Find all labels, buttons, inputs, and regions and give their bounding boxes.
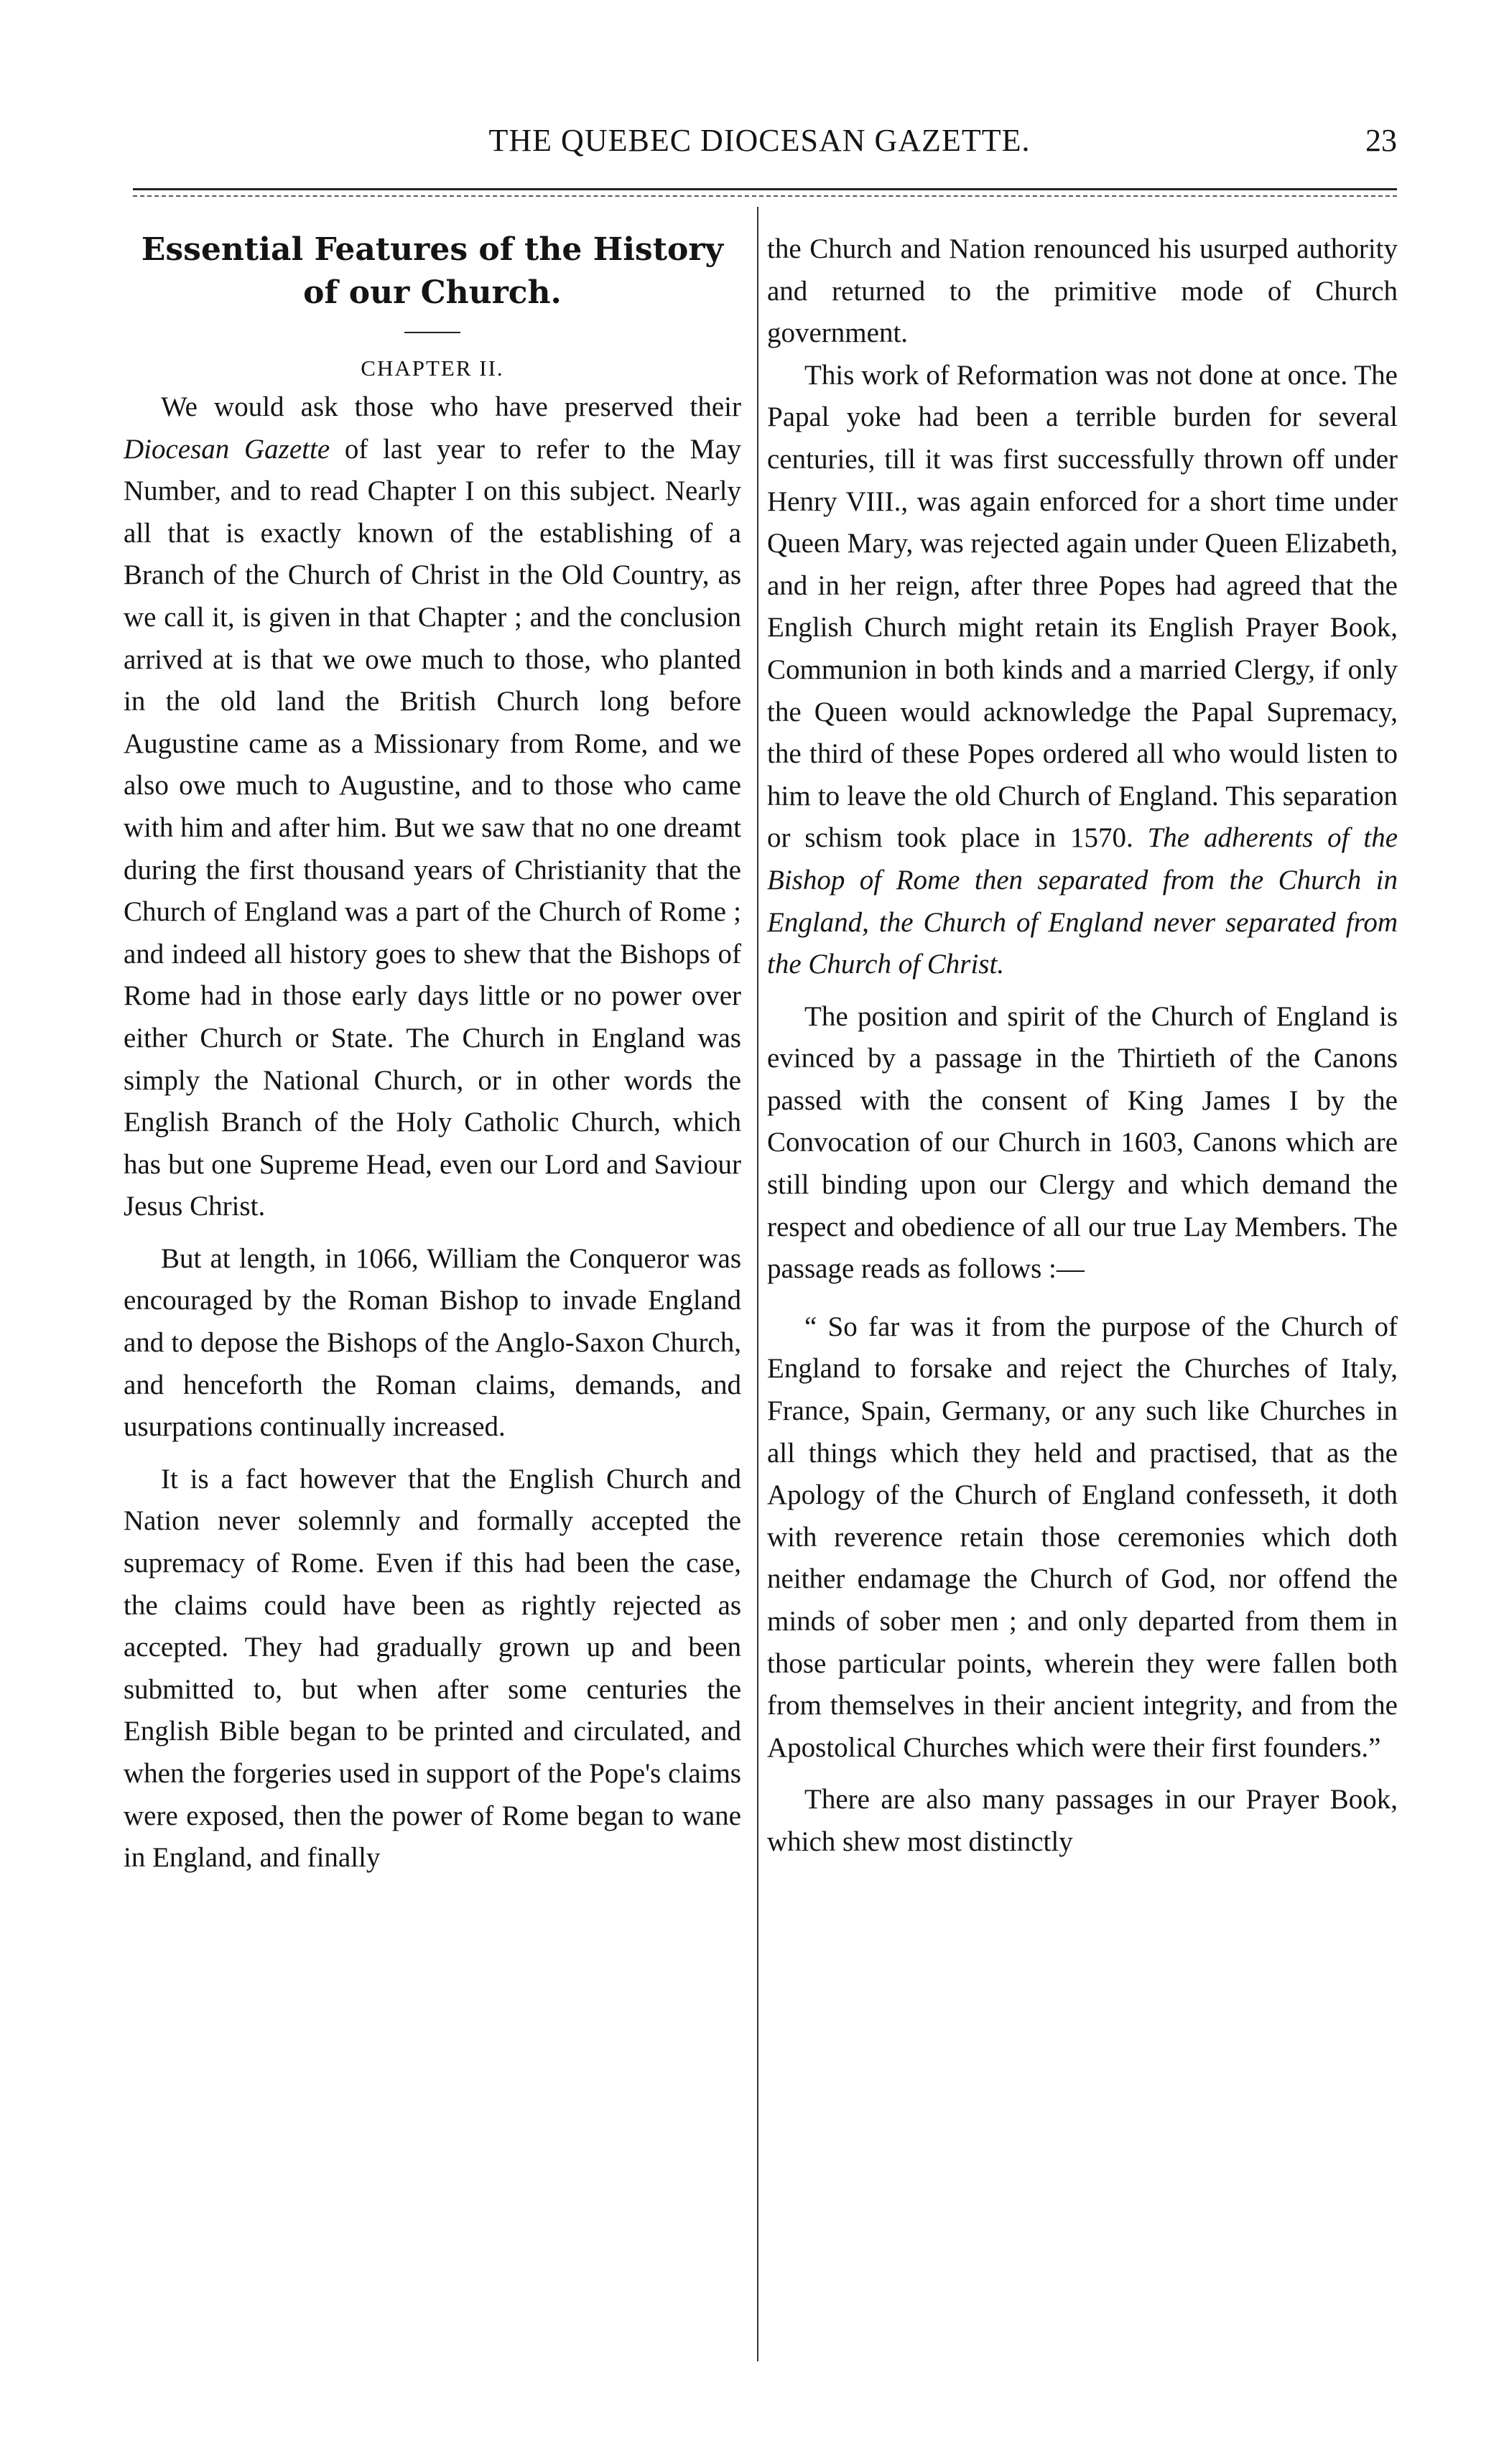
article-title-line2: of our Church.: [303, 274, 562, 311]
article-title-line1: Essential Features of the History: [141, 231, 724, 268]
paragraph-text: This work of Reformation was not done at once. The Papal yoke had been a terrible burden for several centuries, till it was first successfully thrown off under Henry VIII., was again enforced for a short time under Queen Mary, was rejected again under Queen Elizabeth, and in her reign, after three Popes had agreed that the English Church might retain its English Prayer Book, Communion in both kinds and a married Clergy, if only the Queen would acknowledge the Papal Supremacy, the third of these Popes ordered all who would listen to him to leave the old Church of England. This separation or schism took place in 1570.: [767, 359, 1398, 854]
paragraph: [124, 386, 741, 1228]
paragraph-text: We would ask those who have preserved their: [161, 391, 741, 422]
paragraph: It is a fact however that the English Church and Nation never solemnly and formally accepted the supremacy of Rome. Even if this had been the case, the claims could have been as rightly rejected as accepted. They had gradually grown up and been submitted to, but when after some centuries the English Bible began to be printed and circulated, and when the forgeries used in support of the Pope's claims were exposed, then the power of Rome began to wane in England, and finally: [124, 1463, 741, 1874]
page-header: [122, 122, 1397, 165]
paragraph: There are also many passages in our Prayer Book, which shew most distinctly: [767, 1784, 1398, 1857]
title-rule: [404, 332, 460, 333]
quoted-canon: “ So far was it from the purpose of the Church of England to forsake and reject the Churches of Italy, France, Spain, Germany, or any such like Churches in all things which they held and practised, that as the Apology of the Church of England confesseth, it doth with reverence retain those ceremonies which doth neither endamage the Church of God, nor offend the minds of sober men ; and only departed from them in those particular points, wherein they were fallen both from themselves in their ancient integrity, and from the Apostolical Churches which were their first founders.”: [767, 1311, 1398, 1763]
running-title: THE QUEBEC DIOCESAN GAZETTE.: [488, 123, 1031, 158]
header-rule-dashed: [133, 195, 1397, 197]
article-title: [124, 228, 741, 315]
paragraph: [767, 355, 1398, 986]
header-rule: [133, 188, 1397, 190]
right-column: [767, 228, 1398, 1864]
paragraph-italic: The adherents of the Bishop of Rome then separated from the Church in England, the Church of England never separated from the Church of Christ.: [767, 822, 1398, 980]
chapter-heading: CHAPTER II.: [361, 355, 504, 381]
column-divider: [757, 207, 758, 2361]
paragraph: The position and spirit of the Church of England is evinced by a passage in the Thirtieth of the Canons passed with the consent of King James I by the Convocation of our Church in 1603, Canons which are still binding upon our Clergy and which demand the respect and obedience of all our true Lay Members. The passage reads as follows :—: [767, 1000, 1398, 1285]
left-column: [124, 228, 741, 1879]
paragraph-text: of last year to refer to the May Number, and to read Chapter I on this subject. Nearly all that is exactly known of the establishing of a Branch of the Church of Christ in the Old Country, as we call it, is given in that Chapter ; and the conclusion arrived at is that we owe much to those, who planted in the old land the British Church long before Augustine came as a Missionary from Rome, and we also owe much to Augustine, and to those who came with him and after him. But we saw that no one dreamt during the first thousand years of Christianity that the Church of England was a part of the Church of Rome ; and indeed all history goes to shew that the Bishops of Rome had in those early days little or no power over either Church or State. The Church in England was simply the National Church, or in other words the English Branch of the Holy Catholic Church, which has but one Supreme Head, even our Lord and Saviour Jesus Christ.: [124, 433, 742, 1222]
paragraph-italic: Diocesan Gazette: [124, 433, 330, 465]
page-number: 23: [1365, 123, 1397, 158]
paragraph: But at length, in 1066, William the Conqueror was encouraged by the Roman Bishop to invade England and to depose the Bishops of the Anglo-Saxon Church, and henceforth the Roman claims, demands, and usurpations continually increased.: [124, 1242, 741, 1443]
paragraph-continued: the Church and Nation renounced his usurped authority and returned to the primitive mode of Church government.: [767, 233, 1398, 349]
